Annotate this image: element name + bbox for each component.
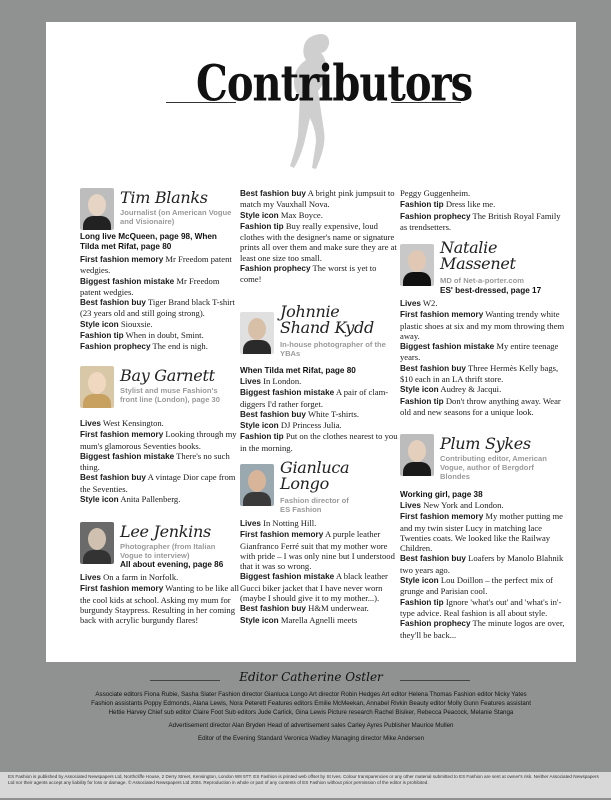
contributor-headline: All about evening, page 86 (120, 560, 224, 569)
contributor-details: First fashion memory Mr Freedom patent wedgies. Biggest fashion mistake Mr Freedom patent wedgies. Best fashion buy Tiger Brand black T-shirt (23 years old and still going strong). Style icon Siouxsie. Fashion tip When in doubt, Smint. Fashion prophecy The end is nigh. (80, 254, 235, 352)
contributor-headline: Long live McQueen, page 98, When Tilda met Rifat, page 80 (80, 232, 217, 251)
credit-line: Hettie Harvey Chief sub editor Claire Foot Sub editors Jude Carlick, Gina Lewis Picture research Rachel Bisiker, Rebecca Peacock, Melanie Stanga (108, 709, 514, 716)
contributor-lee-jenkins (80, 522, 240, 662)
contributor-details: Lives West Kensington. First fashion memory Looking through my mum's glamorous Seventies books. Biggest fashion mistake There's no such thing. Best fashion buy A vintage Dior cape from the Seventies. Style icon Anita Pallenberg. (80, 418, 237, 505)
contributor-headline: ES' best-dressed, page 17 (440, 286, 542, 295)
lee-jenkins-photo (80, 522, 114, 564)
page-header (46, 22, 576, 172)
masthead-footer (46, 670, 576, 743)
bay-garnett-photo (80, 366, 114, 408)
contributor-name: Gianluca Longo (280, 458, 350, 493)
contributor-role: Fashion director of ES Fashion (280, 496, 349, 514)
contributor-headline: When Tilda met Rifat, page 80 (240, 366, 356, 375)
contributor-name: Johnnie Shand Kydd (280, 302, 374, 337)
contributor-name: Natalie Massenet (440, 238, 516, 273)
contributor-details: Lives On a farm in Norfolk. First fashion memory Wanting to be like all the cool kids at school. Asking my mum for burgundy Staypress. Resulting in her coming back with acrylic burgundy flares! (80, 572, 240, 626)
credit-line: Advertisement director Alan Bryden Head of advertisement sales Carley Ayres Publisher Maurice Mullen (168, 722, 454, 729)
page-title: Contributors (196, 54, 473, 113)
johnnie-shand-kydd-photo (240, 312, 274, 354)
contributor-name: Tim Blanks (120, 188, 208, 207)
tim-blanks-photo (80, 188, 114, 230)
contributor-details: Lives New York and London. First fashion memory My mother putting me and my twin sister Lucy in matching lace Twenties coats. We looked like the Railway Children. Best fashion buy Loafers by Manolo Blahnik two years ago. Style icon Lou Doillon – the perfect mix of grunge and Parisian cool. Fashion tip Ignore 'what's out' and 'what's in'-type advice. Real fashion is all about style. Fashion prophecy The minute logos are over, they'll be back... (400, 500, 565, 640)
credit-line: Editor of the Evening Standard Veronica Wadley Managing director Mike Andersen (197, 735, 425, 742)
contributor-bay-garnett (80, 366, 240, 516)
contributor-role: MD of Net-a-porter.com (440, 276, 524, 285)
legal-notice: ES Fashion is published by Associated Newspapers Ltd, Northcliffe House, 2 Derry Street, Kensington, London W8 5TT. ES Fashion is printed web offset by St Ives. Colour transparencies or any other material submitted to ES Fashion are sent at owner's risk. Neither Associated Newspapers Ltd nor their agents accept any liability for loss or damage. © Associated Newspapers Ltd 2004. Reproduction in whole or part of any contents of ES Fashion without prior permission of the editor is prohibited. (0, 772, 611, 798)
credit-line: Associate editors Fiona Rubie, Sasha Slater Fashion director Gianluca Longo Art director Robin Hedges Art editor Helena Thomas Fashion editor Nicky Yates (95, 691, 527, 698)
contributor-plum-sykes (400, 434, 566, 660)
contributor-tim-blanks (80, 188, 240, 352)
contributor-role: Photographer (from Italian Vogue to interview) (120, 542, 216, 560)
contributor-name: Plum Sykes (440, 434, 531, 453)
staff-credits (46, 690, 576, 743)
col3-continuation: Peggy Guggenheim. Fashion tip Dress like me. Fashion prophecy The British Royal Family as trendsetters. (400, 188, 561, 232)
editor-label: Editor (239, 670, 278, 684)
natalie-massenet-photo (400, 244, 434, 286)
col2-continuation: Best fashion buy A bright pink jumpsuit to match my Vauxhall Nova. Style icon Max Boyce. Fashion tip Buy really expensive, loud clothes with the designer's name or signature prints all over them and make sure they are at least one size too small. Fashion prophecy The worst is yet to come! (240, 188, 397, 285)
contributor-name: Lee Jenkins (120, 522, 211, 541)
contributor-name: Bay Garnett (120, 366, 215, 385)
contributor-headline: Working girl, page 38 (400, 490, 483, 499)
credit-line: Fashion assistants Poppy Edmonds, Alana Lewis, Nora Peterett Features editors Emilie McMeekan, Annabel Rivkin Beauty editor Molly Gunn Features assistant (91, 700, 531, 707)
contributor-role: Journalist (on American Vogue and Visionaire) (120, 208, 232, 226)
contributor-details: Lives In London. Biggest fashion mistake A pair of clam-diggers I'd rather forget. Best fashion buy White T-shirts. Style icon DJ Princess Julia. Fashion tip Put on the clothes nearest to you in the morning. (240, 376, 398, 453)
contributor-role: Stylist and muse Fashion's front line (London), page 30 (120, 386, 220, 404)
contributor-gianluca-longo (240, 460, 402, 660)
contributors-page (46, 22, 576, 662)
plum-sykes-photo (400, 434, 434, 476)
gianluca-longo-photo (240, 464, 274, 506)
contributor-details: Lives W2. First fashion memory Wanting trendy white plastic shoes at six and my mom throwing them away. Biggest fashion mistake My entire teenage years. Best fashion buy Three Hermès Kelly bags, $10 each in an LA thrift store. Style icon Audrey & Jacqui. Fashion tip Don't throw anything away. Wear old and new seasons for a unique look. (400, 298, 565, 417)
contributor-role: In-house photographer of the YBAs (280, 340, 386, 358)
contributor-johnnie-shand-kydd (240, 304, 402, 464)
editor-line (46, 670, 576, 684)
contributor-details: Lives In Notting Hill. First fashion memory A purple leather Gianfranco Ferré suit that my mother wore with pride – I was only nine but I understood that it was so wrong. Biggest fashion mistake A black leather Gucci biker jacket that I have never worn (maybe I should give it to my mother...). Best fashion buy H&M underwear. Style icon Marella Agnelli meets (240, 518, 395, 625)
contributor-role: Contributing editor, American Vogue, author of Bergdorf Blondes (440, 454, 547, 481)
editor-name: Catherine Ostler (281, 670, 383, 684)
contributor-natalie-massenet (400, 236, 566, 426)
